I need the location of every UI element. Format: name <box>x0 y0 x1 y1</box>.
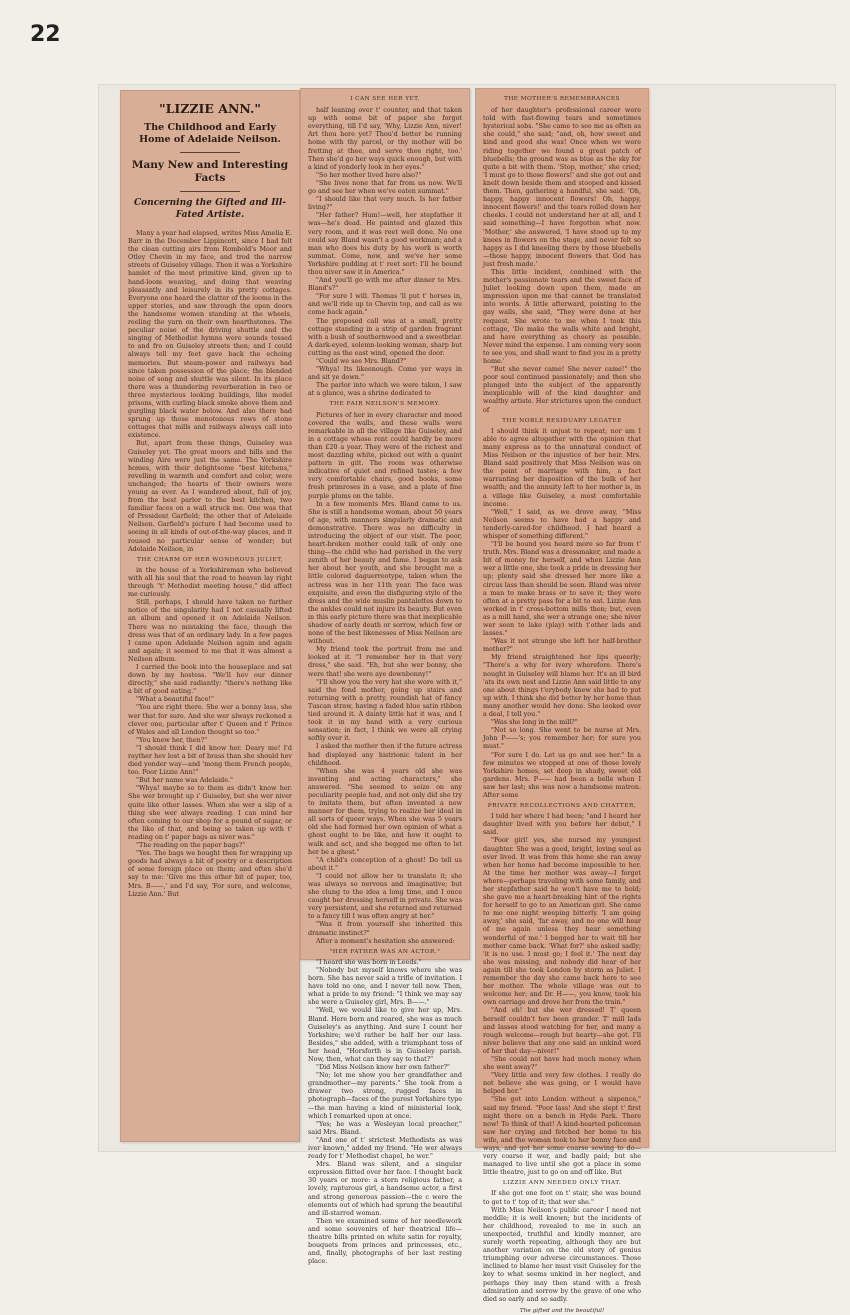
closing-caption: The gifted and the beautiful! <box>519 1307 605 1314</box>
divider <box>180 191 240 192</box>
paragraph: I carried the book into the houseplace and sat down by my hostess. "We'll hev our dinner directly," she said radiantly: "there's nothing like a bit of good eating." <box>128 662 292 696</box>
paragraph: of her daughter's professional career were told with fast-flowing tears and sometimes hysterical sobs. "She came to see me as often as she could," she said; "and, oh, how sweet and kind and good she was! Once when we were riding together we found a great patch of bluebells; the ground was as blue as the sky for quite a bit with them. 'Stop, mother,' she cried; 'I must go to those flowers!' and she got out and knelt down beside them and stooped and kissed them. Then, gathering a handful, she said: 'Oh, happy, happy innocent flowers! Oh, happy, innocent flowers!' and the tears rolled down her cheeks. I could not understand her at all, and I said something—I have forgotten what now. 'Mother,' she answered, 'I have stood up to my knees in flowers on the stage, and never felt so happy as I did kneeling there by those bluebells—those happy, innocent flowers that God has just fresh made.' <box>483 106 641 268</box>
paragraph: If she got one foot on t' stair, she was bound to get to t' top of it; that wer she." <box>483 1189 641 1206</box>
paragraph: "You are right there. She wer a bonny lass, she wer that for sure. And she wer always reckoned a clever one, particular after t' Queen and t' Prince of Wales and all London thought so too." <box>128 703 292 736</box>
paragraph: Many a year had elapsed, writes Miss Amelia E. Barr in the December Lippincott, since I had felt the clean cutting airs from Rombold's Moor and Otley Chevin in my face, and trod the narrow streets of Guiseley village. Then it was a Yorkshire hamlet of the most primitive kind, given up to hand-loom weaving, and doing that weaving pleasantly and leisurely in its pretty cottages. Everyone one heard the clatter of the looms in the upper stories, and saw through the open doors the handsome women standing at the wheels, reeling the yarn on their own hearthstones. The peculiar noise of the driving shuttle and the singing of Methodist hymns were sounds tossed to and fro on Guiseley streets then; and I could always tell my feet gave back the echoing memories. But steam-power and railways had since taken possession of the place; the blended noise of song and shuttle was silent. In its place there was a thundering reverberation in two or three mysterious looking buildings, like model prisons, with curling black smoke above them and gurgling black water below. And also there had sprung up those monotonous rows of stone cottages that mills and railways always call into existence. <box>128 229 292 440</box>
paragraph: "Yes. The bags we bought then for wrapping up goods had always a bit of poetry or a description of some foreign place on them; and often she'd say to me: 'Give me this other bit of paper, too, Mrs. B——,' and I'd say, 'For sure, and welcome, Lizzie Ann.' But <box>128 849 292 898</box>
paragraph: Still, perhaps, I should have taken no further notice of the singularity had I not casually lifted an album and opened it on Adelaide Neilson. There was no mistaking the face, though the dress was that of an ordinary lady. In a few pages I came upon Adelaide Neilson again and again and again; it seemed to me that it was almost a Neilson album. <box>128 598 292 663</box>
paragraph: In a few moments Mrs. Bland came to us. She is still a handsome woman, about 50 years of age, with manners singularly dramatic and demonstrative. There was no difficulty in introducing the object of our visit. The poor, heart-broken mother could talk of only one thing—the child who had perished in the very zenith of her beauty and fame. I began to ask her about her youth, and she brought me a little colored daguerreotype, taken when the actress was in her 11th year. The face was exquisite, and even the disfiguring style of the dress and the wide muslin pantalettes down to the ankles could not injure its beauty. But even in this early picture there was that inexplicable shadow of early death or sorrow, which few or none of the best likenesses of Miss Neilson are without. <box>308 499 462 646</box>
paragraph: "I heard she was born in Leeds." <box>316 957 422 966</box>
section-heading: THE FAIR NEILSON'S MEMORY. <box>329 401 441 408</box>
paragraph: "Well, we would like to give her up, Mrs. Bland. Here born and reared, she was as much Guiseley's as anything. And sure I count her Yorkshire; we'd rather be half her our lass. Besides," she added, with a triumphant toss of her head, "Horsforth is in Guiseley parish. Now, then, what can they say to that?" <box>308 1006 462 1063</box>
paragraph: "Whya! Its likeenough. Come yer ways in and sit ye down." <box>308 365 462 382</box>
paragraph: My friend took the portrait from me and looked at it. "I remember her in that very dress," she said. "Eh, but she wer bonny, she were that! she were aye downbonny!" <box>308 645 462 678</box>
column-header: THE MOTHER'S REMEMBRANCES <box>504 96 620 102</box>
clipping-column-3 <box>475 88 649 1314</box>
paragraph: This little incident, combined with the mother's passionate tears and the sweet face of Juliet looking down upon them, made an impression upon me that cannot be translated into words. A little afterward, pointing to the gay walls, she said, "They were done at her request. She wrote to me when I took this cottage, 'Do make the walls white and bright, and have everything as cheery as possible. Never mind the expense. I am coming very soon to see you, and shall want to find you in a pretty home.' <box>483 267 641 365</box>
paragraph: in the house of a Yorkshireman who believed with all his soul that the road to heaven lay right through "t' Methodist meeting house," did affect me curiously. <box>128 565 292 599</box>
paragraph: "And one of t' strictest Methodists as was iver known," added my friend. "He wer always ready for t' Methodist chapel, he wer." <box>308 1135 462 1161</box>
paragraph: "And you'll go with me after dinner to Mrs. Bland's?" <box>308 276 462 293</box>
paragraph: "Poor girl! yes, she nursed my youngest daughter. She was a good, bright, loving soul as ever lived. It was from this home she ran away when her home had become impossible to her. At the time her mother was away—I forget where—perhaps traveling with some family, and her stepfather said he won't have me to hold; she gave me a heart-breaking hint of the rights for herself to go to an American girl. She came to me one night weeping bitterly. 'I am going away,' she said, 'far away, and no one will hear of me again unless they hear something wonderful of me.' I begged her to wait till her mother came back. 'What for?' she asked sadly; 'it is no use. I must go; I feel it.' The next day she was missing, and nobody did hear of her again till she took London by storm as Juliet. I remember the day she came back here to see her mother. The whole village was out to welcome her; and Dr. H——, you know, took his own carriage and drove her from the train." <box>483 836 641 1007</box>
article-subtitle-3: Concerning the Gifted and Ill-Fated Artiste. <box>133 198 287 220</box>
paragraph: I should think it unjust to repeat; nor am I able to agree altogether with the opinion that many express as to the unnatural conduct of Miss Neilson or the injustice of her heir. Mrs. Bland said positively that Miss Neilson was on the point of marriage with him, a fact warranting her disposition of the bulk of her wealth; and the annuity left to her mother is, in a village like Guiseley, a most comfortable income. <box>483 426 641 508</box>
article-subtitle-1: The Childhood and Early Home of Adelaide Neilson. <box>139 122 281 145</box>
paragraph: "She got into London without a sixpence," said my friend. "Poor lass! And she slept t' first night there on a bench in Hyde Park. There now! To think of that! A kind-hearted policeman saw her crying and fetched her home to his wife, and the woman took to her bonny face and ways, and got her some coarse sewing to do—very coarse it wer, and badly paid; but she managed to live until she got a place in some little theatre, just to go on and off like. But <box>483 1095 641 1177</box>
paragraph: I told her where I had been; "and I heard her daughter lived with you before her debut," I said. <box>483 812 641 837</box>
column-header: I CAN SEE HER YET, <box>350 96 420 102</box>
clipping-column-1 <box>120 90 300 1142</box>
section-heading: THE CHARM OF HER WONDROUS JULIET, <box>136 556 284 563</box>
paragraph: But, apart from these things, Guiseley was Guiseley yet. The great moors and hills and the winding Aire were just the same. The Yorkshire homes, with their delightsome "best kitchens," revelling in warmth and comfort and color, were unchanged; the hearts of their owners were young as ever. As I wandered about, full of joy, from the best parlor to the best kitchen, two familiar faces on a wall struck me. One was that of President Garfield; the other that of Adelaide Neilson. Garfield's picture I had become used to seeing in all kinds of out-of-the-way places, and it roused no particular sense of wonder; but Adelaide Neilson, in <box>128 439 292 553</box>
paragraph: "The reading on the paper bags?" <box>136 841 246 850</box>
paragraph: Pictures of her in every character and mood covered the walls, and these walls were remarkable in all the village like Guiseley, and in a cottage whose rent could hardly be more than £20 a year. They were of the richest and most dazzling white, picked out with a quaint pattern in gilt. The room was otherwise indicative of quiet and refined tastes; a few very comfortable chairs, good books, some fresh primroses in a vase, and a plate of fine purple plums on the table. <box>308 410 462 500</box>
paragraph: The proposed call was at a small, pretty cottage standing in a strip of garden fragrant with a bush of southernwood and a sweetbriar. A dark-eyed, solemn-looking woman, sharp but cutting as the east wind, opened the door. <box>308 316 462 357</box>
paragraph: Mrs. Bland was silent, and a singular expression flitted over her face. I thought back 30 years or more: a stern religious father, a lovely, rapturous girl, a handsome actor, a first and strong generous passion—the c were the elements out of which had sprung the beautiful and ill-starred woman. <box>308 1160 462 1217</box>
paragraph: "I'll be bound you heard more so far from t' truth. Mrs. Bland was a dressmaker, and made a bit of money for herself, and when Lizzie Ann wer a little one, she took a pride in dressing her up; plenty said she dressed her more like a circus lass than should be seen. Bland was niver a man to make brass or to save it; they were often at a pretty pass for a bit to eat. Lizzie Ann worked in t' cross-bottom mills then; but, even as a mill hand, she wer a strange one; she niver wer seen to lake (play) with t'other lads and lasses." <box>483 540 641 638</box>
paragraph: "But her name was Adelaide." <box>136 776 233 785</box>
paragraph: "Could we see Mrs. Bland?" <box>316 357 407 365</box>
paragraph: "She lives none that far from us now. We'll go and see her when we've eaten summat." <box>308 178 462 196</box>
paragraph: "Was it not strange she left her half-brother mother?" <box>483 637 641 654</box>
paragraph: "Well," I said, as we drove away, "Miss Neilson seems to have had a happy and tenderly-cared-for childhood. I had heard a whisper of something different." <box>483 507 641 540</box>
paragraph: "Was it from yourself she inherited this dramatic instinct?" <box>308 920 462 937</box>
paragraph: "So her mother lived here also?" <box>316 170 422 179</box>
paragraph: "I'll show you the very hat she wore with it," said the fond mother, going up stairs and returning with a pretty, roundish hat of fancy Tuscan straw, having a faded blue satin ribbon tied around it. A dainty little hat it was, and I took it in my hand with a very curious sensation; in fact, I think we were all crying softly over it. <box>308 677 462 743</box>
paragraph: I asked the mother then if the future actress had displayed any histrionic talent in her childhood. <box>308 742 462 767</box>
paragraph: Then we examined some of her needlework and some souvenirs of her theatrical life—theatre bills printed on white satin for royalty, bouquets from princes and princesses, etc., and, finally, photographs of her last resting place. <box>308 1216 462 1266</box>
section-heading: "HER FATHER WAS AN ACTOR." <box>329 948 441 955</box>
paragraph: "What a beautiful face!" <box>136 695 214 704</box>
paragraph: "A child's conception of a ghost! Do tell us about it." <box>308 855 462 872</box>
paragraph: "But she never came! She never came!" the poor soul continued passionately; and then she plunged into the subject of the apparently inexplicable will of the kind daughter and wealthy artiste. Her strictures upon the conduct of <box>483 365 641 414</box>
paragraph: "For sure I do. Let us go and see her." In a few minutes we stopped at one of those lovely Yorkshire homes, set deep in shady, sweet old gardens. Mrs. P—— had been a belle when I saw her last; she was now a handsome matron. After some <box>483 750 641 799</box>
paragraph: "No; let me show you her grandfather and grandmother—my parents." She took from a drawer two strong, rugged faces in photograph—faces of the purest Yorkshire type—the man having a kind of ministerial look, which I remarked upon at once. <box>308 1071 462 1120</box>
paragraph: "Yes; he was a Wesleyan local preacher," said Mrs. Bland. <box>308 1119 462 1136</box>
paragraph: "She could not have had much money when she went away?" <box>483 1054 641 1072</box>
paragraph: "I should think I did know her. Deary me! I'd rayther hev lost a bit of brass than she should hev died yonder way—and 'mong them French people, too. Poor Lizzie Ann!" <box>128 743 292 777</box>
paragraph: "Her father? Hum!—well, her stepfather it was—he's dead. He painted and glazed this very room, and it was reet well done. No one could say Bland wasn't a good workman; and a man who does his duty by his work is worth summat. Come, now, and we've her some Yorkshire pudding at t' reet sort: I'll be bound thou niver saw it in America." <box>308 211 462 276</box>
paragraph: "Did Miss Neilson know her own father?" <box>316 1063 450 1072</box>
paragraph: "Whya! maybe so to them as didn't know her. She wer brought up i' Guiseley, but she wer niver quite like other lasses. When she wer a slip of a thing she wer always reading. I can mind her often coming to our shop for a pound of sugar, or the like of that, and being so taken up with t' reading on t' paper bags as niver was." <box>128 784 292 841</box>
divider <box>180 152 240 153</box>
section-heading: THE NOBLE RESIDUARY LEGATEE <box>502 417 622 424</box>
section-heading: PRIVATE RECOLLECTIONS AND CHATTER, <box>487 803 637 810</box>
paragraph: "Not so long. She went to be nurse at Mrs. John P——'s; you remember her; for sure you must." <box>483 726 641 751</box>
paragraph: With Miss Neilson's public career I need not meddle; it is well known; but the incidents of her childhood, revealed to me in such an unexpected, truthful and kindly manner, are surely worth repeating, although they are but another variation on the old story of genius triumphing over adverse circumstances. Those inclined to blame her must visit Guiseley for the key to what seems unkind in her neglect, and perhaps they may then stand with a fresh admiration and sorrow by the grave of one who died so early and so sadly. <box>483 1205 641 1303</box>
paragraph: The parlor into which we were taken, I saw at a glance, was a shrine dedicated to <box>308 381 462 398</box>
paragraph: After a moment's hesitation she answered: <box>316 936 455 945</box>
paragraph: "I should like that very much. Is her father living?" <box>308 195 462 212</box>
page-number: 22 <box>30 22 61 47</box>
paragraph: "Was she long in the mill?" <box>491 718 578 727</box>
section-heading: LIZZIE ANN NEEDED ONLY THAT. <box>502 1180 622 1187</box>
paragraph: "I could not allow her to translate it; she was always so nervous and imaginative; but she clung to the idea a long time, and I once caught her dressing herself in private. She was very persistent, and she returned and returned to a fancy till I was often angry at her." <box>308 871 462 921</box>
paragraph: "And eh! but she wer dressed! T' queen herself couldn't hev been grander. T' mill lads and lasses stood watching for her, and many a rough welcome—rough but hearty—she got. I'll niver believe that any one said an unkind word of her that day—niver!" <box>483 1006 641 1055</box>
article-title: "LIZZIE ANN." <box>159 101 261 116</box>
paragraph: "Nobody but myself knows where she was born. She has never said a trifle of invitation. I have told no one, and I never tell now. Then, what a pride to my friend: "I think we may say she were a Guiseley girl, Mrs. B——." <box>308 965 462 1007</box>
paragraph: half leaning over t' counter, and that taken up with some bit of paper she forgot everything, till I'd say, 'Why, Lizzie Ann, niver! Art thou here yet? Thou'd better be running home with thy parcel, or thy mother will be fretting at thee, and serve thee right, too.' Then she'd go her ways quick enough, but with a kind of yonderly look in her eyes." <box>308 106 462 171</box>
article-subtitle-2: Many New and Interesting Facts <box>131 159 289 184</box>
paragraph: "For sure I will. Thomas 'll put t' horses in, and we'll ride up to Chevin top, and call as we come back again." <box>308 292 462 317</box>
paragraph: "Very little and very few clothes. I really do not believe she was going, or I would have helped her." <box>483 1071 641 1096</box>
paragraph: "You knew her, then?" <box>136 735 208 744</box>
clipping-column-2 <box>300 88 470 1266</box>
paragraph: "When she was 4 years old she was inventing and acting characters," she answered. "She seemed to seize on any peculiarity people had, and not only did she try to imitate them, but often invented a new manner for them, trying to realize her ideal in all sorts of queer ways. When she was 5 years old she had formed her own opinion of what a ghost ought to be like, and how it ought to walk and act, and she begged me often to let her be a ghost." <box>308 766 462 856</box>
paragraph: My friend straightened her lips queerly; "There's a why for ivery wherefore. There's nought in Guiseley will blame her. It's an ill bird 'ats its own nest and Lizzie Ann said little to any one about things t'erybody knew she had to put up with. I think she did better by her home than many another would hev done. She looked over a deal, I tell you." <box>483 653 641 719</box>
